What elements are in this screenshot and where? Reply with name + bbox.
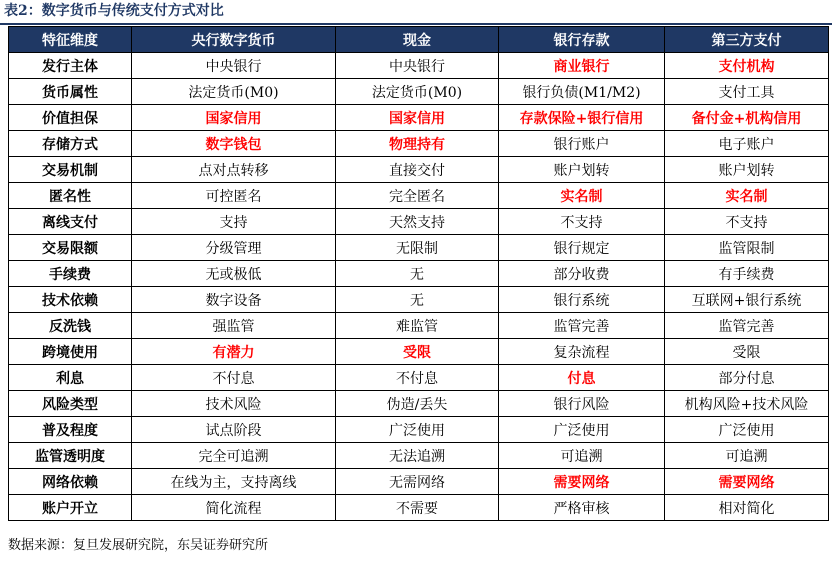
table-header bbox=[9, 27, 829, 53]
table-cell: 支持 bbox=[132, 209, 336, 235]
table-cell: 法定货币(M0) bbox=[336, 79, 499, 105]
table-row bbox=[9, 365, 829, 391]
table-cell: 受限 bbox=[665, 339, 829, 365]
table-cell: 可控匿名 bbox=[132, 183, 336, 209]
table-cell: 技术风险 bbox=[132, 391, 336, 417]
row-label: 网络依赖 bbox=[9, 469, 132, 495]
table-row bbox=[9, 495, 829, 521]
row-label: 普及程度 bbox=[9, 417, 132, 443]
table-cell: 完全可追溯 bbox=[132, 443, 336, 469]
row-label: 监管透明度 bbox=[9, 443, 132, 469]
table-cell: 强监管 bbox=[132, 313, 336, 339]
row-label: 技术依赖 bbox=[9, 287, 132, 313]
table-cell: 无需网络 bbox=[336, 469, 499, 495]
table-cell: 备付金+机构信用 bbox=[665, 105, 829, 131]
table-cell: 无法追溯 bbox=[336, 443, 499, 469]
row-label: 存储方式 bbox=[9, 131, 132, 157]
table-cell: 机构风险+技术风险 bbox=[665, 391, 829, 417]
table-cell: 互联网+银行系统 bbox=[665, 287, 829, 313]
table-cell: 可追溯 bbox=[499, 443, 665, 469]
row-label: 风险类型 bbox=[9, 391, 132, 417]
table-row bbox=[9, 287, 829, 313]
table-cell: 无限制 bbox=[336, 235, 499, 261]
table-cell: 国家信用 bbox=[132, 105, 336, 131]
table-row bbox=[9, 261, 829, 287]
table-row bbox=[9, 105, 829, 131]
row-label: 账户开立 bbox=[9, 495, 132, 521]
table-cell: 银行风险 bbox=[499, 391, 665, 417]
table-cell: 银行账户 bbox=[499, 131, 665, 157]
table-cell: 有手续费 bbox=[665, 261, 829, 287]
row-label: 价值担保 bbox=[9, 105, 132, 131]
header-cell-feature: 特征维度 bbox=[9, 27, 132, 53]
table-row bbox=[9, 79, 829, 105]
table-cell: 银行负债(M1/M2) bbox=[499, 79, 665, 105]
row-label: 发行主体 bbox=[9, 53, 132, 79]
table-body bbox=[9, 53, 829, 521]
table-cell: 账户划转 bbox=[499, 157, 665, 183]
table-cell: 银行规定 bbox=[499, 235, 665, 261]
table-cell: 简化流程 bbox=[132, 495, 336, 521]
table-row bbox=[9, 157, 829, 183]
table-cell: 监管限制 bbox=[665, 235, 829, 261]
table-cell: 数字设备 bbox=[132, 287, 336, 313]
table-cell: 无或极低 bbox=[132, 261, 336, 287]
table-cell: 支付工具 bbox=[665, 79, 829, 105]
table-cell: 有潜力 bbox=[132, 339, 336, 365]
table-cell: 广泛使用 bbox=[336, 417, 499, 443]
row-label: 货币属性 bbox=[9, 79, 132, 105]
table-cell: 不需要 bbox=[336, 495, 499, 521]
table-cell: 不支持 bbox=[499, 209, 665, 235]
header-cell-cbdc: 央行数字货币 bbox=[132, 27, 336, 53]
table-row bbox=[9, 417, 829, 443]
table-cell: 不支持 bbox=[665, 209, 829, 235]
table-cell: 需要网络 bbox=[499, 469, 665, 495]
table-row bbox=[9, 53, 829, 79]
table-row bbox=[9, 339, 829, 365]
table-cell: 在线为主，支持离线 bbox=[132, 469, 336, 495]
table-cell: 实名制 bbox=[665, 183, 829, 209]
table-cell: 相对简化 bbox=[665, 495, 829, 521]
table-cell: 复杂流程 bbox=[499, 339, 665, 365]
table-cell: 天然支持 bbox=[336, 209, 499, 235]
row-label: 交易限额 bbox=[9, 235, 132, 261]
header-row bbox=[9, 27, 829, 53]
table-row bbox=[9, 209, 829, 235]
table-cell: 可追溯 bbox=[665, 443, 829, 469]
table-cell: 无 bbox=[336, 261, 499, 287]
table-cell: 受限 bbox=[336, 339, 499, 365]
row-label: 匿名性 bbox=[9, 183, 132, 209]
table-cell: 中央银行 bbox=[132, 53, 336, 79]
table-row bbox=[9, 131, 829, 157]
table-row bbox=[9, 391, 829, 417]
table-cell: 国家信用 bbox=[336, 105, 499, 131]
table-cell: 电子账户 bbox=[665, 131, 829, 157]
row-label: 利息 bbox=[9, 365, 132, 391]
table-cell: 支付机构 bbox=[665, 53, 829, 79]
table-cell: 存款保险+银行信用 bbox=[499, 105, 665, 131]
table-cell: 监管完善 bbox=[499, 313, 665, 339]
table-cell: 账户划转 bbox=[665, 157, 829, 183]
table-row bbox=[9, 183, 829, 209]
table-cell: 商业银行 bbox=[499, 53, 665, 79]
row-label: 离线支付 bbox=[9, 209, 132, 235]
table-cell: 不付息 bbox=[336, 365, 499, 391]
table-title: 表2：数字货币与传统支付方式对比 bbox=[4, 3, 224, 19]
table-cell: 严格审核 bbox=[499, 495, 665, 521]
table-cell: 分级管理 bbox=[132, 235, 336, 261]
table-row bbox=[9, 443, 829, 469]
table-cell: 广泛使用 bbox=[665, 417, 829, 443]
table-cell: 中央银行 bbox=[336, 53, 499, 79]
table-cell: 物理持有 bbox=[336, 131, 499, 157]
source-note: 数据来源：复旦发展研究院，东吴证券研究所 bbox=[8, 538, 269, 553]
table-row bbox=[9, 235, 829, 261]
table-cell: 广泛使用 bbox=[499, 417, 665, 443]
header-cell-third-party: 第三方支付 bbox=[665, 27, 829, 53]
table-cell: 伪造/丢失 bbox=[336, 391, 499, 417]
row-label: 反洗钱 bbox=[9, 313, 132, 339]
table-cell: 银行系统 bbox=[499, 287, 665, 313]
table-cell: 付息 bbox=[499, 365, 665, 391]
table-row bbox=[9, 469, 829, 495]
table-cell: 点对点转移 bbox=[132, 157, 336, 183]
comparison-table bbox=[8, 26, 829, 521]
table-cell: 需要网络 bbox=[665, 469, 829, 495]
table-cell: 不付息 bbox=[132, 365, 336, 391]
table-cell: 监管完善 bbox=[665, 313, 829, 339]
table-cell: 数字钱包 bbox=[132, 131, 336, 157]
row-label: 手续费 bbox=[9, 261, 132, 287]
header-cell-cash: 现金 bbox=[336, 27, 499, 53]
table-cell: 完全匿名 bbox=[336, 183, 499, 209]
table-cell: 部分收费 bbox=[499, 261, 665, 287]
table-cell: 法定货币(M0) bbox=[132, 79, 336, 105]
table-cell: 实名制 bbox=[499, 183, 665, 209]
title-divider bbox=[0, 23, 832, 25]
table-cell: 无 bbox=[336, 287, 499, 313]
table-row bbox=[9, 313, 829, 339]
row-label: 交易机制 bbox=[9, 157, 132, 183]
header-cell-bank-deposit: 银行存款 bbox=[499, 27, 665, 53]
table-cell: 部分付息 bbox=[665, 365, 829, 391]
table-cell: 试点阶段 bbox=[132, 417, 336, 443]
table-cell: 难监管 bbox=[336, 313, 499, 339]
table-cell: 直接交付 bbox=[336, 157, 499, 183]
row-label: 跨境使用 bbox=[9, 339, 132, 365]
